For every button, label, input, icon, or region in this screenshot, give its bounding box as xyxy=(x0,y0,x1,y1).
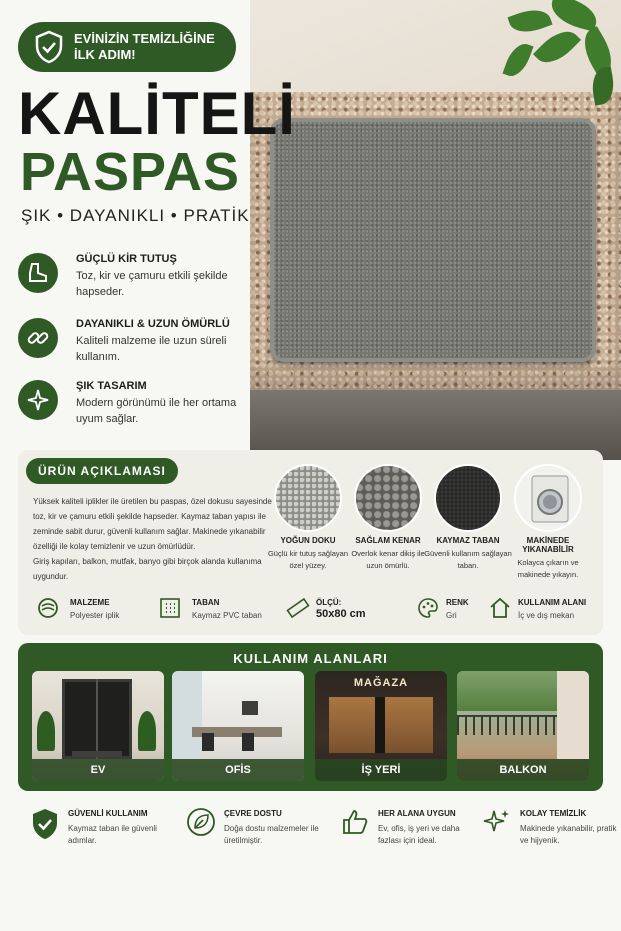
detail-title: KAYMAZ TABAN xyxy=(436,536,500,545)
benefit-title: GÜVENLİ KULLANIM xyxy=(68,809,148,818)
description-title: ÜRÜN AÇIKLAMASI xyxy=(26,458,178,484)
backing-swatch xyxy=(434,464,502,532)
shield-check-icon xyxy=(30,807,60,841)
detail-caption xyxy=(503,536,593,581)
spec-value: Polyester iplik xyxy=(70,611,120,620)
leaf-icon xyxy=(186,807,216,837)
spec-value: 50x80 cm xyxy=(316,608,366,620)
usage-card-home xyxy=(32,671,164,781)
description-text xyxy=(33,494,283,584)
hero-tagline: ŞIK • DAYANIKLI • PRATİK xyxy=(21,206,250,225)
chain-link-icon xyxy=(18,318,58,358)
usage-label: OFİS xyxy=(172,759,304,781)
spec-material xyxy=(36,590,156,632)
detail-title: YOĞUN DOKU xyxy=(280,536,336,545)
detail-desc: Overlok kenar dikiş ile uzun ömürlü. xyxy=(351,549,425,570)
usage-label: EV xyxy=(32,759,164,781)
detail-desc: Güçlü kir tutuş sağlayan özel yüzey. xyxy=(267,549,349,570)
benefit-desc: Doğa dostu malzemeler ile üretilmiştir. xyxy=(224,824,319,845)
benefit-desc: Makinede yıkanabilir, pratik ve hijyenik. xyxy=(520,824,617,845)
specs-row xyxy=(18,590,603,632)
hero-title-line1: KALİTELİ xyxy=(18,80,296,147)
hero-badge xyxy=(18,22,236,72)
benefit-title: KOLAY TEMİZLİK xyxy=(520,809,587,818)
sparkle-icon xyxy=(482,807,512,837)
spec-title: KULLANIM ALANI xyxy=(518,598,587,607)
texture-swatch xyxy=(274,464,342,532)
benefit-eco xyxy=(182,805,322,865)
feature-item-durable xyxy=(18,318,248,376)
usage-card-office xyxy=(172,671,304,781)
benefits-row xyxy=(18,805,617,865)
detail-caption xyxy=(263,536,353,572)
detail-desc: Güvenli kullanım sağlayan taban. xyxy=(424,549,512,570)
edge-swatch xyxy=(354,464,422,532)
doormat-image xyxy=(270,118,596,362)
usage-label: İŞ YERİ xyxy=(315,759,447,781)
fabric-icon xyxy=(36,596,60,620)
usage-card-store xyxy=(315,671,447,781)
hero-title-line2: PASPAS xyxy=(20,142,241,202)
spec-value: Gri xyxy=(446,611,457,620)
ruler-icon xyxy=(286,596,310,620)
description-paragraph: Yüksek kaliteli iplikler ile üretilen bu paspas, özel dokusu sayesinde toz, kir ve çamuru etkili şekilde hapseder. Kaymaz taban yapısı ile zeminde sabit durur, güvenli kullanım sağlar. Makinede yıkanabilir özelliği ile kolay temizlenir ve uzun ömürlüdür. xyxy=(33,497,272,551)
house-icon xyxy=(488,596,512,620)
spec-title: TABAN xyxy=(192,598,220,607)
benefit-desc: Ev, ofis, iş yeri ve daha fazlası için ideal. xyxy=(378,824,460,845)
usage-card-balcony xyxy=(457,671,589,781)
detail-title: MAKİNEDE YIKANABİLİR xyxy=(522,536,574,554)
description-paragraph: Giriş kapıları, balkon, mutfak, banyo gibi birçok alanda kullanıma uygundur. xyxy=(33,557,262,581)
usage-title: KULLANIM ALANLARI xyxy=(233,651,388,666)
shield-check-icon xyxy=(34,30,64,64)
feature-title: ŞIK TASARIM xyxy=(76,380,147,392)
thumbs-up-icon xyxy=(340,807,370,837)
badge-line2: İLK ADIM! xyxy=(74,47,136,62)
detail-title: SAĞLAM KENAR xyxy=(355,536,421,545)
spec-value: Kaymaz PVC taban xyxy=(192,611,262,620)
badge-line1: EVİNİZİN TEMİZLİĞİNE xyxy=(74,31,215,46)
feature-item-dirt xyxy=(18,253,248,311)
detail-caption xyxy=(423,536,513,572)
benefit-title: ÇEVRE DOSTU xyxy=(224,809,282,818)
feature-desc: Toz, kir ve çamuru etkili şekilde hapseder. xyxy=(76,270,228,298)
usage-areas-panel xyxy=(18,643,603,791)
benefit-desc: Kaymaz taban ile güvenli adımlar. xyxy=(68,824,157,845)
spec-usage xyxy=(488,590,603,632)
spec-value: İç ve dış mekan xyxy=(518,611,575,620)
feature-desc: Modern görünümü ile her ortama uyum sağlar. xyxy=(76,397,237,425)
spec-title: MALZEME xyxy=(70,598,110,607)
spec-title: ÖLÇÜ: xyxy=(316,598,342,607)
sparkle-icon xyxy=(18,380,58,420)
feature-item-design xyxy=(18,380,248,438)
palette-icon xyxy=(416,596,440,620)
spec-size xyxy=(286,590,396,632)
benefit-versatile xyxy=(336,805,476,865)
benefit-title: HER ALANA UYGUN xyxy=(378,809,456,818)
plant-leaves xyxy=(480,0,621,110)
feature-title: DAYANIKLI & UZUN ÖMÜRLÜ xyxy=(76,318,230,330)
benefit-clean xyxy=(478,805,617,865)
detail-desc: Kolayca çıkarın ve makinede yıkayın. xyxy=(517,558,579,579)
feature-desc: Kaliteli malzeme ile uzun süreli kullanım. xyxy=(76,335,227,363)
store-sign: MAĞAZA xyxy=(353,677,409,689)
detail-caption xyxy=(343,536,433,572)
spec-color xyxy=(416,590,476,632)
grid-icon xyxy=(158,596,182,620)
benefit-safe xyxy=(26,805,166,865)
spec-title: RENK xyxy=(446,598,469,607)
usage-label: BALKON xyxy=(457,759,589,781)
feature-title: GÜÇLÜ KİR TUTUŞ xyxy=(76,253,177,265)
boot-icon xyxy=(18,253,58,293)
washing-machine-swatch xyxy=(514,464,582,532)
spec-backing xyxy=(158,590,278,632)
